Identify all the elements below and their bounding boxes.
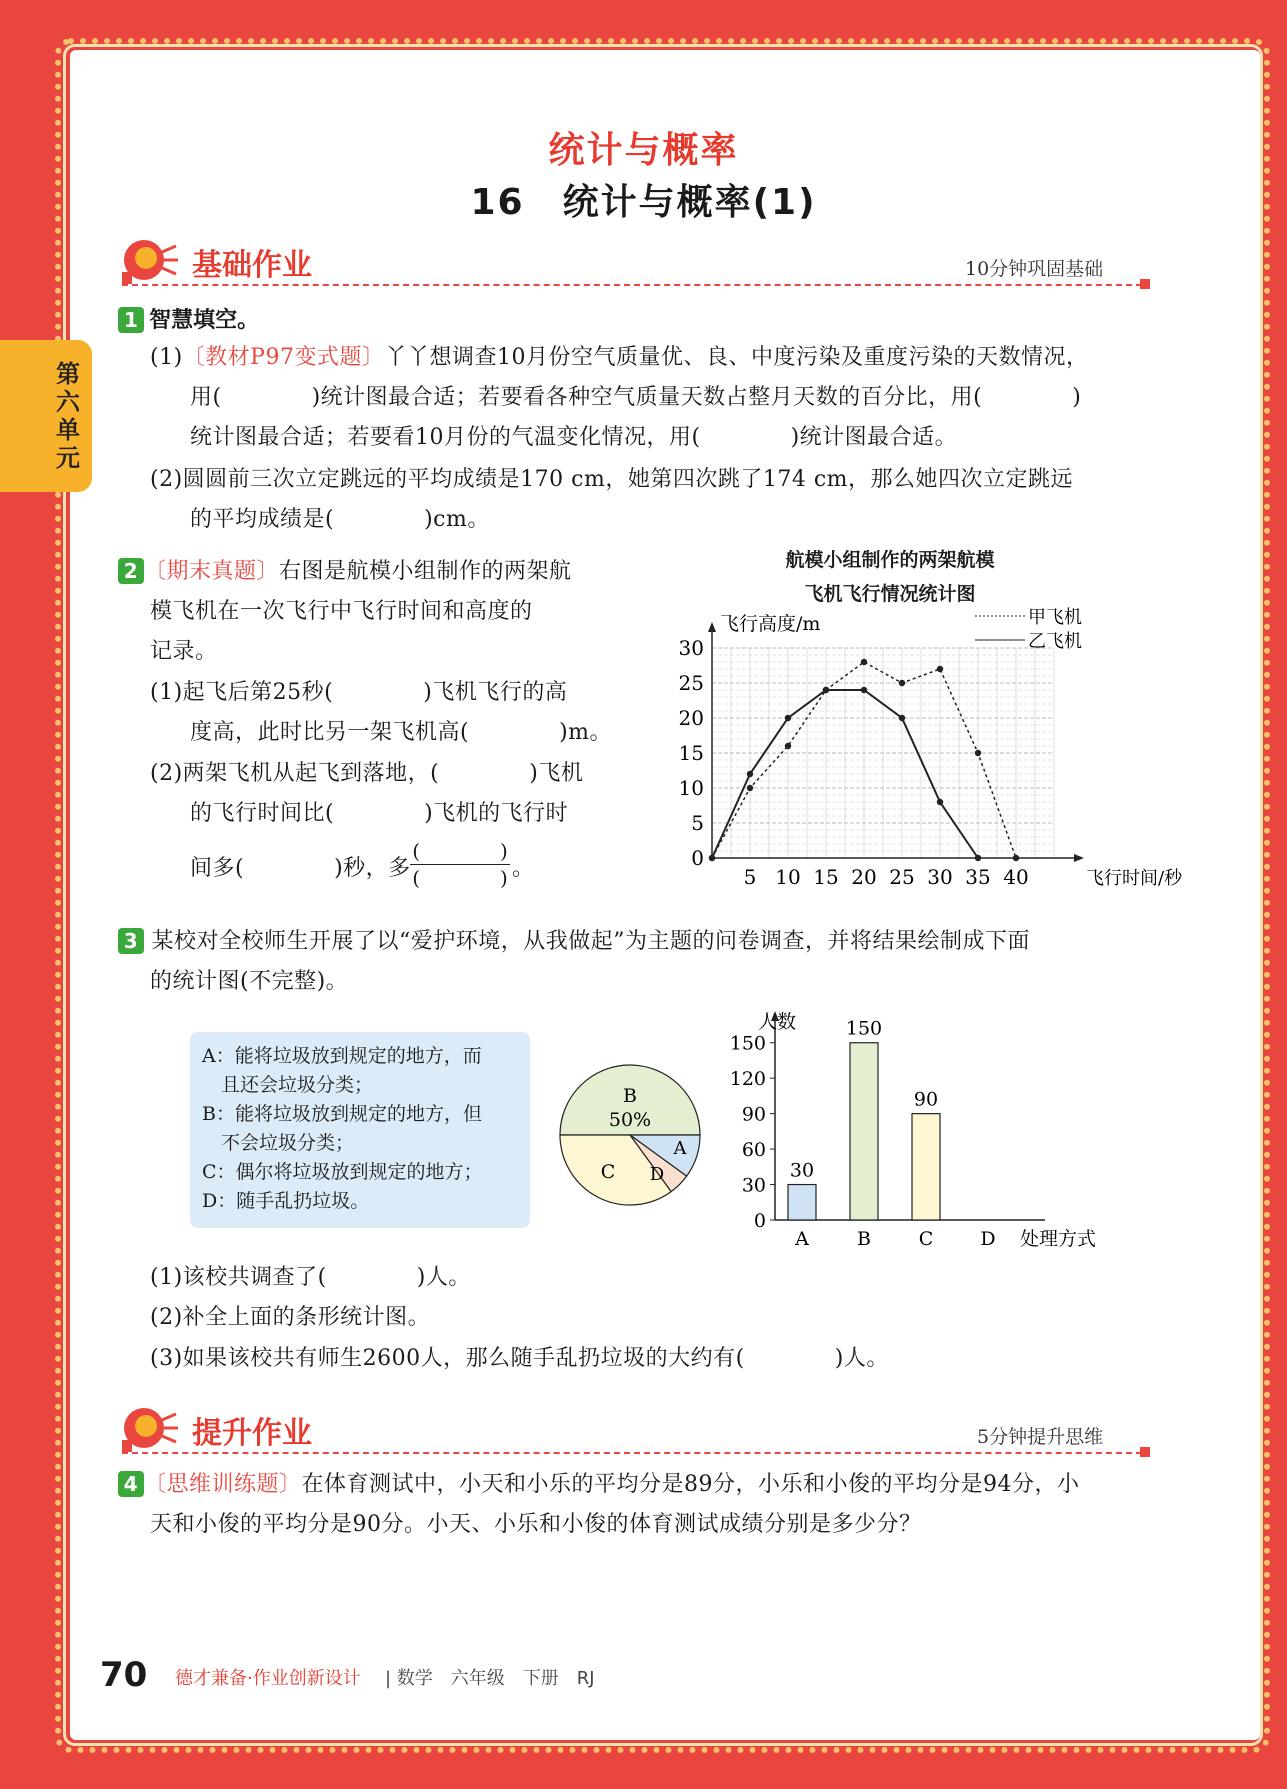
x-tick-label: 15 [813, 865, 839, 889]
data-point [785, 743, 791, 749]
y-tick-label: 150 [729, 1032, 766, 1055]
data-point [899, 715, 905, 721]
unit-title: 统计与概率 [548, 130, 739, 171]
section-advanced-title: 提升作业 [192, 1416, 312, 1451]
x-tick-label: 40 [1003, 865, 1029, 889]
q2-fraction-top: ( ) [412, 839, 508, 863]
footer-brand: 德才兼备·作业创新设计 [175, 1668, 361, 1689]
q3-sub3: (3)如果该校共有师生2600人，那么随手乱扔垃圾的大约有( )人。 [150, 1346, 889, 1371]
q4-line1 [118, 1465, 1178, 1505]
section-basic-title: 基础作业 [192, 248, 312, 283]
x-tick-label: 5 [743, 865, 757, 889]
line-chart-title-1: 航模小组制作的两架航模 [785, 549, 995, 571]
q3-sub1: (1)该校共调查了( )人。 [150, 1265, 471, 1290]
bar-value-label: 150 [845, 1017, 883, 1040]
y-tick-label: 15 [678, 741, 704, 765]
q1-part1-line3: 统计图最合适；若要看10月份的气温变化情况，用( )统计图最合适。 [190, 425, 958, 450]
q1-part2-line1: (2)圆圆前三次立定跳远的平均成绩是170 cm，她第四次跳了174 cm，那么她四次立定跳远 [150, 467, 1073, 492]
data-point [937, 799, 943, 805]
section-basic-divider [122, 284, 1142, 286]
y-tick-label: 0 [691, 846, 704, 870]
legend-line: C：偶尔将垃圾放到规定的地方； [202, 1161, 483, 1183]
y-tick-label: 90 [741, 1103, 766, 1126]
q1-part1-index: (1) [150, 345, 183, 370]
y-tick-label: 30 [741, 1174, 766, 1197]
data-point [785, 715, 791, 721]
q4-text1: 在体育测试中，小天和小乐的平均分是89分，小乐和小俊的平均分是94分，小 [301, 1472, 1080, 1497]
q1-part1-line1 [150, 338, 1170, 378]
x-tick-label: B [857, 1228, 871, 1250]
x-tick-label: D [980, 1228, 996, 1250]
pie-label-b-percent: 50% [608, 1109, 652, 1131]
q2-line6: (2)两架飞机从起飞到落地，( )飞机 [150, 761, 584, 786]
q1-title: 智慧填空。 [149, 308, 260, 333]
page-number: 70 [100, 1655, 148, 1695]
section-advanced-divider [122, 1452, 1142, 1454]
data-point [861, 687, 867, 693]
q2-line8: 间多( )秒，多 [190, 856, 411, 881]
q1-part2-line2: 的平均成绩是( )cm。 [190, 507, 490, 532]
bell-icon [118, 232, 182, 288]
pie-chart [555, 1060, 705, 1210]
q3-line1 [118, 922, 1178, 962]
q2-line7: 的飞行时间比( )飞机的飞行时 [190, 801, 569, 826]
side-tab-label: 第六单元 [56, 360, 80, 472]
divider-end-mark [1140, 279, 1150, 289]
q2-tag: 〔期末真题〕 [144, 559, 280, 584]
bar-c [912, 1114, 940, 1220]
data-point [861, 659, 867, 665]
legend-line: B：能将垃圾放到规定的地方，但 [202, 1103, 482, 1125]
q1-part1-tag: 〔教材P97变式题〕 [182, 345, 385, 370]
q2-number: 2 [118, 558, 144, 584]
q1-number: 1 [118, 307, 144, 333]
y-tick-label: 120 [729, 1068, 766, 1091]
x-tick-label: 25 [889, 865, 915, 889]
bar-a [788, 1185, 816, 1220]
data-point [747, 771, 753, 777]
legend-line: 且还会垃圾分类； [202, 1074, 374, 1096]
y-tick-label: 5 [691, 811, 704, 835]
x-tick-label: 20 [851, 865, 877, 889]
data-point [975, 750, 981, 756]
pie-label-a: A [673, 1138, 687, 1159]
lesson-title: 16 统计与概率(1) [470, 182, 817, 223]
q2-line4: (1)起飞后第25秒( )飞机飞行的高 [150, 680, 568, 705]
y-tick-label: 30 [678, 636, 704, 660]
pie-label-c: C [600, 1161, 616, 1183]
y-tick-label: 10 [678, 776, 704, 800]
q2-fraction [410, 838, 510, 891]
q2-line3: 记录。 [150, 639, 218, 664]
x-tick-label: 35 [965, 865, 991, 889]
x-tick-label: 10 [775, 865, 801, 889]
q2-line1 [118, 552, 638, 592]
q1-header [118, 303, 259, 334]
legend-label-2: 乙飞机 [1028, 631, 1082, 652]
q4-line2: 天和小俊的平均分是90分。小天、小乐和小俊的体育测试成绩分别是多少分？ [150, 1512, 922, 1537]
data-point [899, 680, 905, 686]
y-tick-label: 25 [678, 671, 704, 695]
q2-line5: 度高，此时比另一架飞机高( )m。 [190, 720, 613, 745]
q3-line2: 的统计图(不完整)。 [150, 969, 349, 994]
q2-line2: 模飞机在一次飞行中飞行时间和高度的 [150, 599, 533, 624]
legend-line: D：随手乱扔垃圾。 [202, 1190, 370, 1212]
bell-icon [118, 1400, 182, 1456]
legend-label-1: 甲飞机 [1028, 607, 1082, 628]
section-advanced-note: 5分钟提升思维 [977, 1426, 1104, 1448]
data-point [975, 855, 981, 861]
x-axis-label: 处理方式 [1020, 1228, 1097, 1250]
y-axis-arrow [708, 622, 716, 632]
bar-value-label: 30 [789, 1159, 815, 1182]
q1-part1-text: 丫丫想调查10月份空气质量优、良、中度污染及重度污染的天数情况， [384, 345, 1089, 370]
q4-tag: 〔思维训练题〕 [144, 1472, 302, 1497]
q2-fraction-bottom: ( ) [410, 864, 510, 891]
q4-number: 4 [118, 1471, 144, 1497]
line-chart-title [680, 543, 1100, 611]
data-point [1013, 855, 1019, 861]
legend-line: 不会垃圾分类； [202, 1132, 355, 1154]
divider-end-mark [1140, 1447, 1150, 1457]
pie-label-b: B [623, 1085, 637, 1107]
q3-text1: 某校对全校师生开展了以“爱护环境，从我做起”为主题的问卷调查，并将结果绘制成下面 [151, 929, 1030, 954]
bar-value-label: 90 [913, 1088, 939, 1111]
x-tick-label: 30 [927, 865, 953, 889]
footer-info: | 数学 六年级 下册 RJ [385, 1668, 595, 1689]
x-tick-label: A [795, 1228, 809, 1250]
bar-b [850, 1043, 878, 1220]
q1-part1-line2: 用( )统计图最合适；若要看各种空气质量天数占整月天数的百分比，用( ) [190, 385, 1082, 410]
bar-chart [730, 1005, 1130, 1260]
x-axis-arrow [1074, 854, 1084, 862]
q2-text1: 右图是航模小组制作的两架航 [279, 559, 572, 584]
data-point [823, 687, 829, 693]
y-tick-label: 20 [678, 706, 704, 730]
legend-line: A：能将垃圾放到规定的地方，而 [202, 1045, 482, 1067]
q3-sub2: (2)补全上面的条形统计图。 [150, 1305, 431, 1330]
pie-label-d: D [649, 1164, 665, 1185]
section-basic-note: 10分钟巩固基础 [965, 258, 1104, 280]
line-chart [660, 606, 1183, 906]
q2-end: 。 [512, 856, 535, 881]
data-point [937, 666, 943, 672]
y-tick-label: 60 [741, 1139, 766, 1162]
x-tick-label: C [918, 1228, 934, 1250]
x-axis-label: 飞行时间/秒 [1086, 868, 1183, 889]
y-axis-label: 飞行高度/m [720, 613, 821, 635]
y-tick-label: 0 [753, 1210, 766, 1232]
q3-legend-box [190, 1032, 530, 1228]
data-point [747, 785, 753, 791]
y-axis-label: 人数 [758, 1011, 797, 1033]
q3-number: 3 [118, 928, 144, 954]
side-tab [0, 340, 92, 492]
data-point [709, 855, 715, 861]
line-chart-title-2: 飞机飞行情况统计图 [804, 583, 976, 605]
